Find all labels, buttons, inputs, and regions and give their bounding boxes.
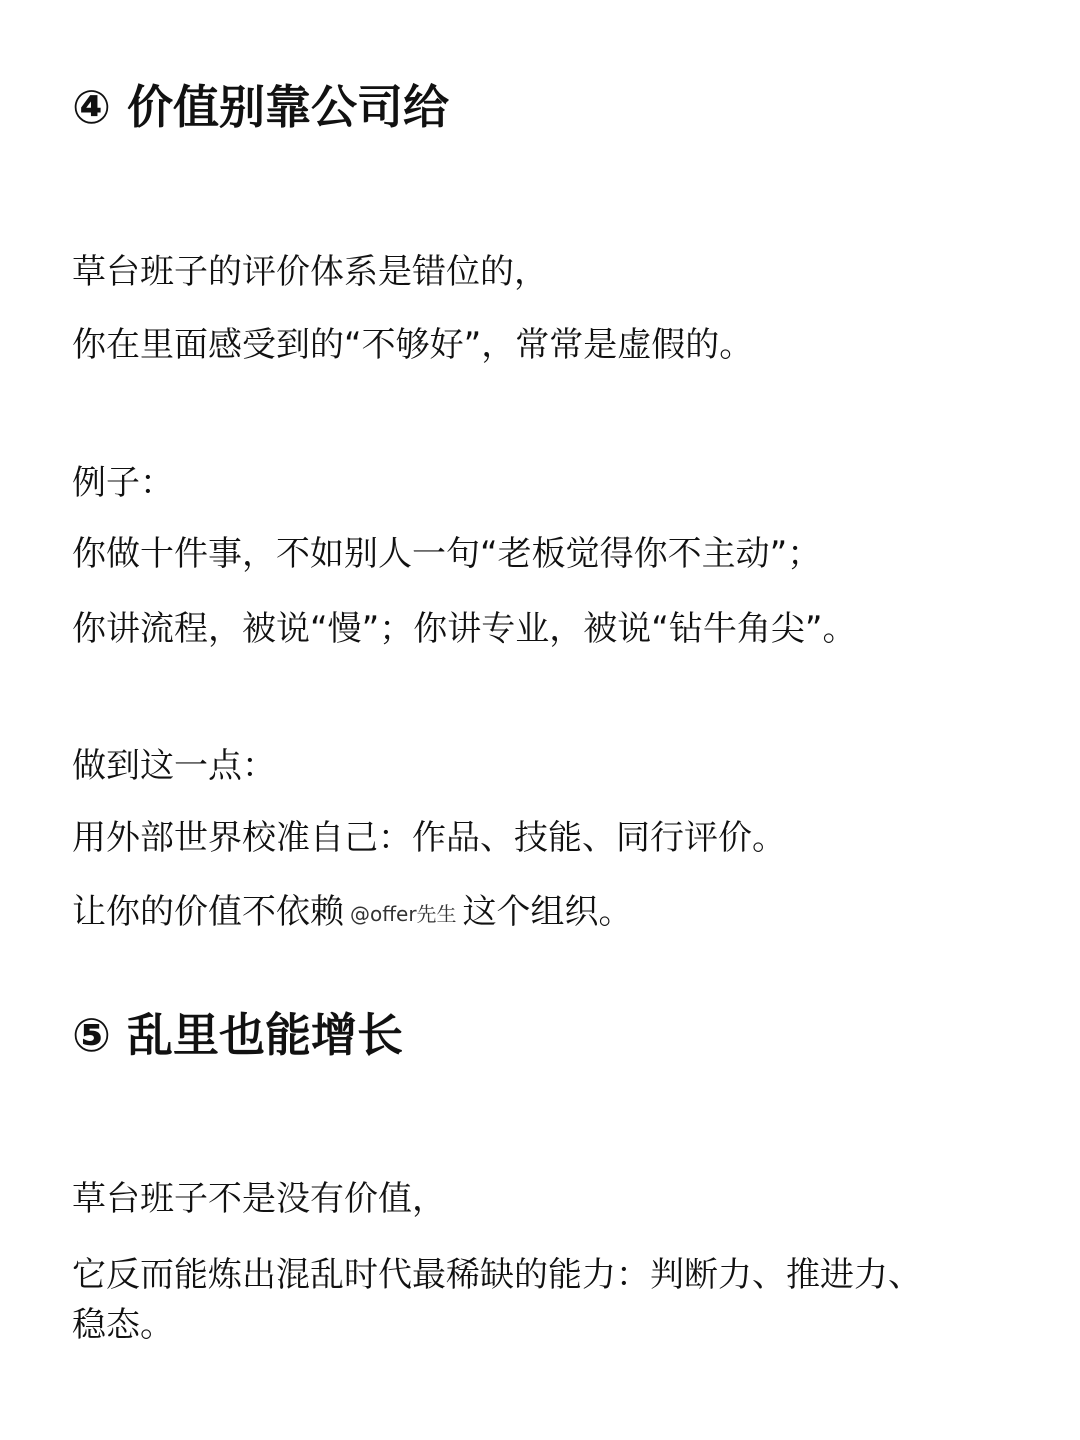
section-5-heading: ⑤ 乱里也能增长 — [72, 1008, 403, 1062]
paragraph-line: 你讲流程，被说“慢”；你讲专业，被说“钻牛角尖”。 — [72, 609, 857, 649]
paragraph-line: 你做十件事，不如别人一句“老板觉得你不主动”； — [72, 534, 822, 574]
paragraph-line: 稳态。 — [72, 1305, 174, 1345]
paragraph-line-with-watermark — [72, 890, 633, 934]
paragraph-line: 例子： — [72, 463, 174, 503]
line-text-after: 这个组织。 — [462, 892, 633, 932]
section-4-heading: ④ 价值别靠公司给 — [72, 80, 449, 134]
paragraph-line: 草台班子不是没有价值， — [72, 1179, 446, 1219]
paragraph-line: 你在里面感受到的“不够好”，常常是虚假的。 — [72, 325, 754, 365]
line-text-before: 让你的价值不依赖 — [72, 892, 344, 932]
watermark-handle: @offer先生 — [350, 902, 457, 926]
paragraph-line: 草台班子的评价体系是错位的， — [72, 252, 548, 292]
paragraph-line: 用外部世界校准自己：作品、技能、同行评价。 — [72, 818, 786, 858]
paragraph-line: 它反而能炼出混乱时代最稀缺的能力：判断力、推进力、 — [72, 1255, 922, 1295]
paragraph-line: 做到这一点： — [72, 746, 276, 786]
